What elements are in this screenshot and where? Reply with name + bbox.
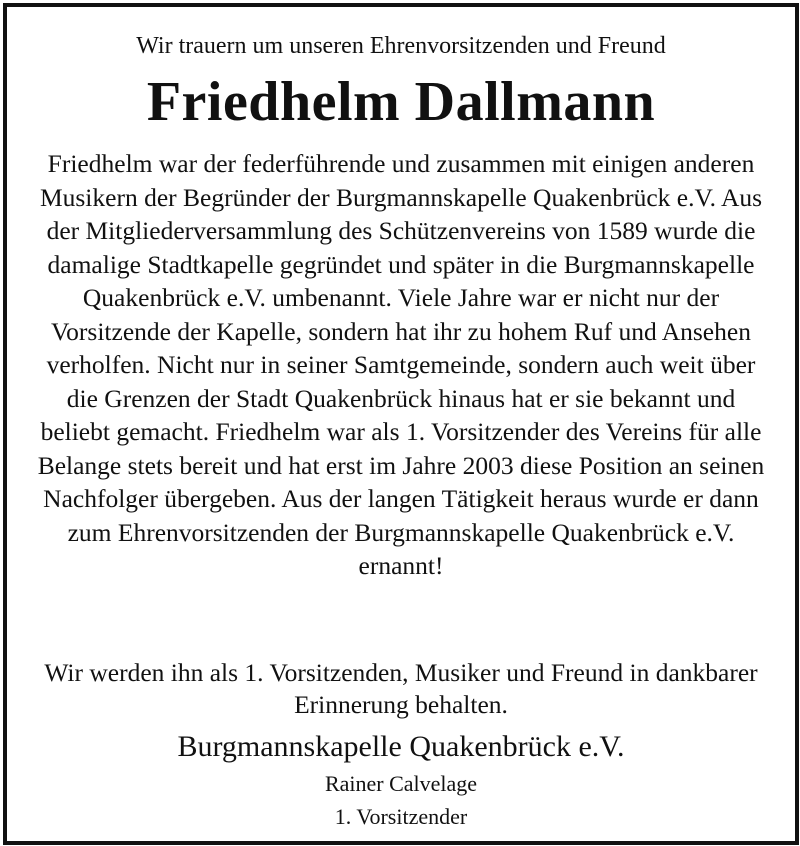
signer-role: 1. Vorsitzender — [334, 804, 468, 829]
tribute-text: Friedhelm war der federführende und zusammen mit einigen anderen Musikern der Begründer der Burgmannskapelle Quakenbrück e.V. Aus der Mitgliederversammlung des Schützenvereins von 1589 wurde die damalige Stadtkapelle gegründet und später in die Burgmannskapelle Quakenbrück e.V. umbenannt. Viele Jahre war er nicht nur der Vorsitzende der Kapelle, sondern hat ihr zu hohem Ruf und Ansehen verholfen. Nicht nur in seiner Samtgemeinde, sondern auch weit über die Grenzen der Stadt Quakenbrück hinaus hat er sie bekannt und beliebt gemacht. Friedhelm war als 1. Vorsitzender des Vereins für alle Belange stets bereit und hat erst im Jahre 2003 diese Position an seinen Nachfolger übergeben. Aus der langen Tätigkeit heraus wurde er dann zum Ehrenvorsitzenden der Burgmannskapelle Quakenbrück e.V. ernannt! — [37, 149, 765, 580]
obituary-frame — [3, 3, 799, 845]
intro-line: Wir trauern um unseren Ehrenvorsitzenden und Freund — [136, 33, 666, 59]
deceased-name: Friedhelm Dallmann — [146, 71, 656, 133]
closing-text: Wir werden ihn als 1. Vorsitzenden, Musiker und Freund in dankbarer Erinnerung behalten. — [44, 658, 758, 719]
signer-name: Rainer Calvelage — [324, 771, 478, 796]
organization-name: Burgmannskapelle Quakenbrück e.V. — [177, 730, 625, 763]
